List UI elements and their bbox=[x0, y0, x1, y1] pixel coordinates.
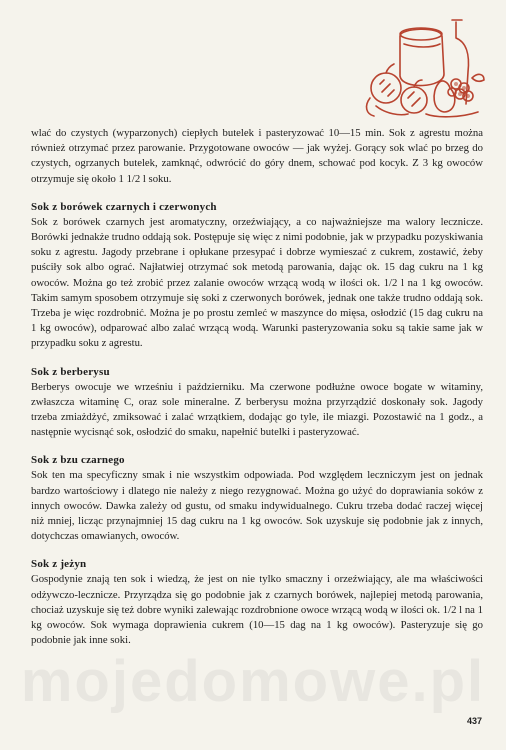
section-title: Sok z bzu czarnego bbox=[31, 454, 125, 467]
section-title: Sok z berberysu bbox=[31, 365, 110, 378]
watermark: mojedomowe.pl bbox=[20, 649, 486, 714]
fruit-jar-illustration-icon bbox=[356, 14, 488, 122]
section-title: Sok z jeżyn bbox=[31, 558, 87, 571]
section-body: Sok z borówek czarnych jest aromatyczny, orzeźwiający, a co najważniejsze ma walory lecznicze. Borówki jednakże trudno oddają sok. Postępuje się więc z nimi podobnie, jak w przypadku pozyskiwania soku z agrestu. Jagody przebrane i opłukane przesypać i dobrze wymieszać z cukrem, zostawić, żeby puściły sok albo ograć. Najłatwiej otrzymać sok metodą parowania, dając ok. 15 dag cukru na 1 kg owoców. Można go też zrobić przez zalanie owoców wrzącą wodą w ilości ok. 1/2 l na 1 kg owoców. Takim samym sposobem otrzymuje się soki z czerwonych borówek, jednak one także trudno oddają sok. Trzeba je więc rozdrobnić. Można je po prostu zemleć w maszynce do mięsa, osłodzić (15 dag cukru na 1 kg owoców), odparować albo zalać wrzącą wodą. Warunki pasteryzowania soku są takie same jak w przypadku soku z agrestu. bbox=[31, 215, 483, 350]
section-body: Sok ten ma specyficzny smak i nie wszystkim odpowiada. Pod względem leczniczym jest on jednak bardzo wartościowy i dlatego nie należy z niego rezygnować. Można go użyć do doprawiania soków z innych owoców. Dawka zależy od gustu, od smaku indywidualnego. Cukru trzeba dodać raczej więcej niż mniej, licząc przynajmniej 15 dag cukru na 1 kg owoców. Sok uzyskuje się podobnie jak z innych, dotychczas omawianych, owoców. bbox=[31, 469, 483, 543]
intro-paragraph: wlać do czystych (wyparzonych) ciepłych butelek i pasteryzować 10—15 min. Sok z agrestu można również otrzymać przez parowanie. Przygotowane owoców — jak wyżej. Gorący sok wlać po brzeg do czystych, ogrzanych butelek, zamknąć, odwrócić do góry dnem, schować pod kocyk. Z 3 kg owoców otrzymuje się około 1 1/2 l soku. bbox=[31, 127, 483, 185]
section-body: Berberys owocuje we wrześniu i październiku. Ma czerwone podłużne owoce bogate w witaminy, zwłaszcza witaminę C, oraz sole mineralne. Z berberysu można przyrządzić doskonały sok. Jagody trzeba zmiażdżyć, zmiksować i zalać wrzątkiem, dodając go tyle, ile miazgi. Pozostawić na 1 godz., a następnie wycisnąć sok, osłodzić do smaku, napełnić butelki i pasteryzować. bbox=[31, 380, 483, 439]
page-number: 437 bbox=[466, 716, 482, 726]
section-body: Gospodynie znają ten sok i wiedzą, że jest on nie tylko smaczny i orzeźwiający, ale ma właściwości odżywczo-lecznicze. Przyrządza się go podobnie jak z czarnych borówek, najlepiej metodą parowania, chociaż uzyskuje się też dobre wyniki zalewając rozdrobnione owoce wrzącą wodą w ilości ok. 1/2 l na 1 kg owoców. Sok wymaga doprawienia cukrem (10—15 dag na 1 kg owoców). Pasteryzuje się go podobnie jak inne soki. bbox=[31, 573, 483, 647]
article-body bbox=[31, 126, 483, 648]
section-title: Sok z borówek czarnych i czerwonych bbox=[31, 200, 217, 213]
